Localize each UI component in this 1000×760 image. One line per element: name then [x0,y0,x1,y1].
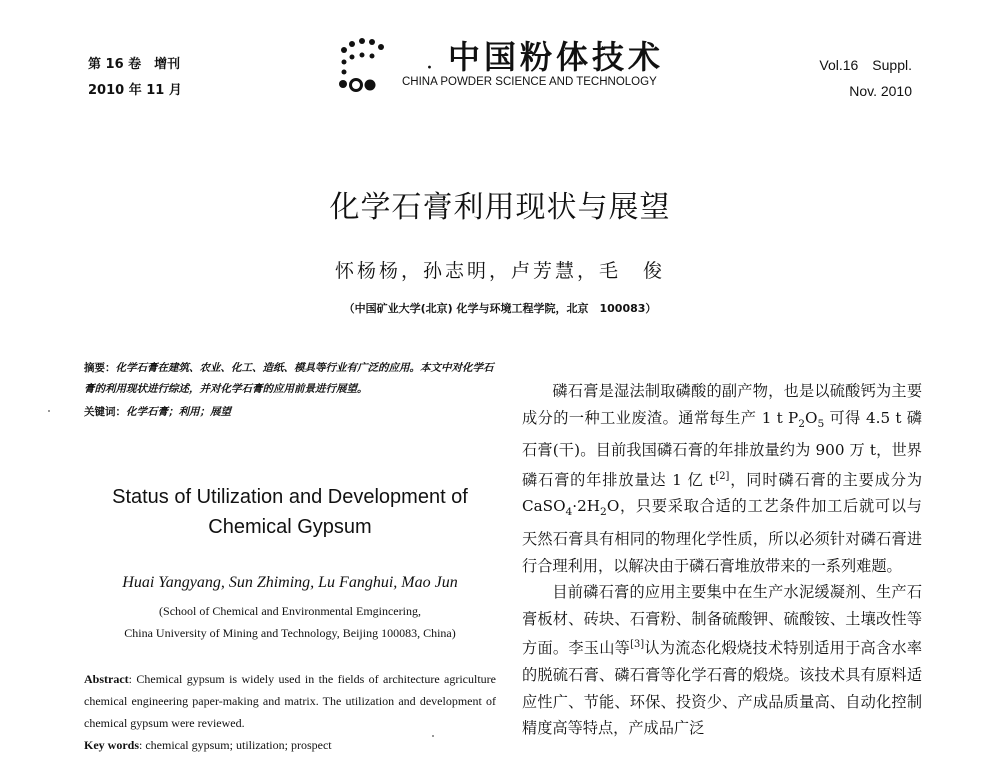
abstract-cn-block [84,358,496,423]
article-title-en: Status of Utilization and Development of Chemical Gypsum [112,486,468,538]
body-text-run: 认为流态化煅烧技术特别适用于高含水率的脱硫石膏、磷石膏等化学石膏的煅烧。该技术具有原料适应性广、节能、环保、投资少、产成品质量高、自动化控制精度高等特点，产成品广泛 [522,639,923,738]
keywords-cn-text: 化学石膏；利用；展望 [126,406,231,418]
journal-emblem-icon [338,38,394,94]
journal-issue-cn [88,52,182,104]
affiliation: （中国矿业大学(北京) 化学与环境工程学院，北京 100083） [343,302,657,315]
subscript: 5 [817,416,825,430]
author-list-en: Huai Yangyang, Sun Zhiming, Lu Fanghui, Mao Jun [122,574,458,591]
keywords-cn [84,402,496,423]
abstract-cn [84,358,496,400]
journal-name-en: CHINA POWDER SCIENCE AND TECHNOLOGY [402,76,657,88]
body-text-run: 磷石膏是湿法制取磷酸的副产物，也是以硫酸钙为主要成分的一种工业废渣。通常每生产 1 t P [522,382,922,427]
subscript: 2 [600,505,607,519]
volume-cn: 第 16 卷 增刊 [88,57,181,72]
article-title: 化学石膏利用现状与展望 [329,190,671,225]
date-cn: 2010 年 11 月 [88,83,182,98]
scan-speck [48,410,50,412]
abstract-en [84,668,496,734]
body-paragraph [522,579,922,742]
affiliation-en-line-2: China University of Mining and Technology, Beijing 100083, China) [124,626,456,640]
keywords-en-label: Key words [84,738,139,752]
citation-ref: [2] [715,470,730,482]
abstract-en-text: : Chemical gypsum is widely used in the fields of architecture agriculture chemical engineering paper-making and matrix. The utilization and development of chemical gypsum were reviewed. [84,672,496,730]
citation-ref: [3] [630,639,645,651]
abstract-cn-text: 化学石膏在建筑、农业、化工、造纸、模具等行业有广泛的应用。本文中对化学石膏的利用现状进行综述，并对化学石膏的应用前景进行展望。 [84,362,494,395]
author-list: 怀杨杨，孙志明，卢芳慧，毛 俊 [334,260,665,282]
subscript: 2 [798,416,805,430]
affiliation-en [84,600,496,644]
journal-issue-en [819,52,912,104]
subscript: 4 [565,505,573,519]
body-text [522,378,922,742]
logo-dot: · [426,56,433,81]
date-en: Nov. 2010 [849,83,912,99]
abstract-cn-label: 摘要： [84,362,116,374]
keywords-en [84,738,496,753]
journal-logo [330,30,690,100]
affiliation-en-line-1: (School of Chemical and Environmental Emgincering, [159,604,421,618]
journal-name-cn: 中国粉体技术 [448,38,665,76]
body-text-run: O，只要采取合适的工艺条件加工后就可以与天然石膏具有相同的物理化学性质，所以必须针对磷石膏进行合理利用，以解决由于磷石膏堆放带来的一系列难题。 [522,497,922,575]
abstract-en-label: Abstract [84,672,129,686]
body-text-run: ·2H [572,497,601,516]
body-text-run: 目前磷石膏的应用主要集中在生产水泥缓凝剂、生产石膏板材、砖块、石膏粉、制备硫酸钾、硫酸铵、土壤改性等方面。李玉山等 [522,583,922,658]
keywords-cn-label: 关键词： [84,406,126,418]
body-text-run: ，同时磷石膏的主要成分为 CaSO [522,470,923,516]
body-text-run: O [805,408,818,427]
body-paragraph [522,378,922,579]
keywords-en-text: : chemical gypsum; utilization; prospect [139,738,332,752]
body-text-run: 可得 4.5 t 磷石膏(干)。目前我国磷石膏的年排放量约为 900 万 t，世界磷石膏的年排放量达 1 亿 t [522,408,922,489]
scan-speck [432,735,434,737]
volume-en: Vol.16 Suppl. [819,57,912,73]
